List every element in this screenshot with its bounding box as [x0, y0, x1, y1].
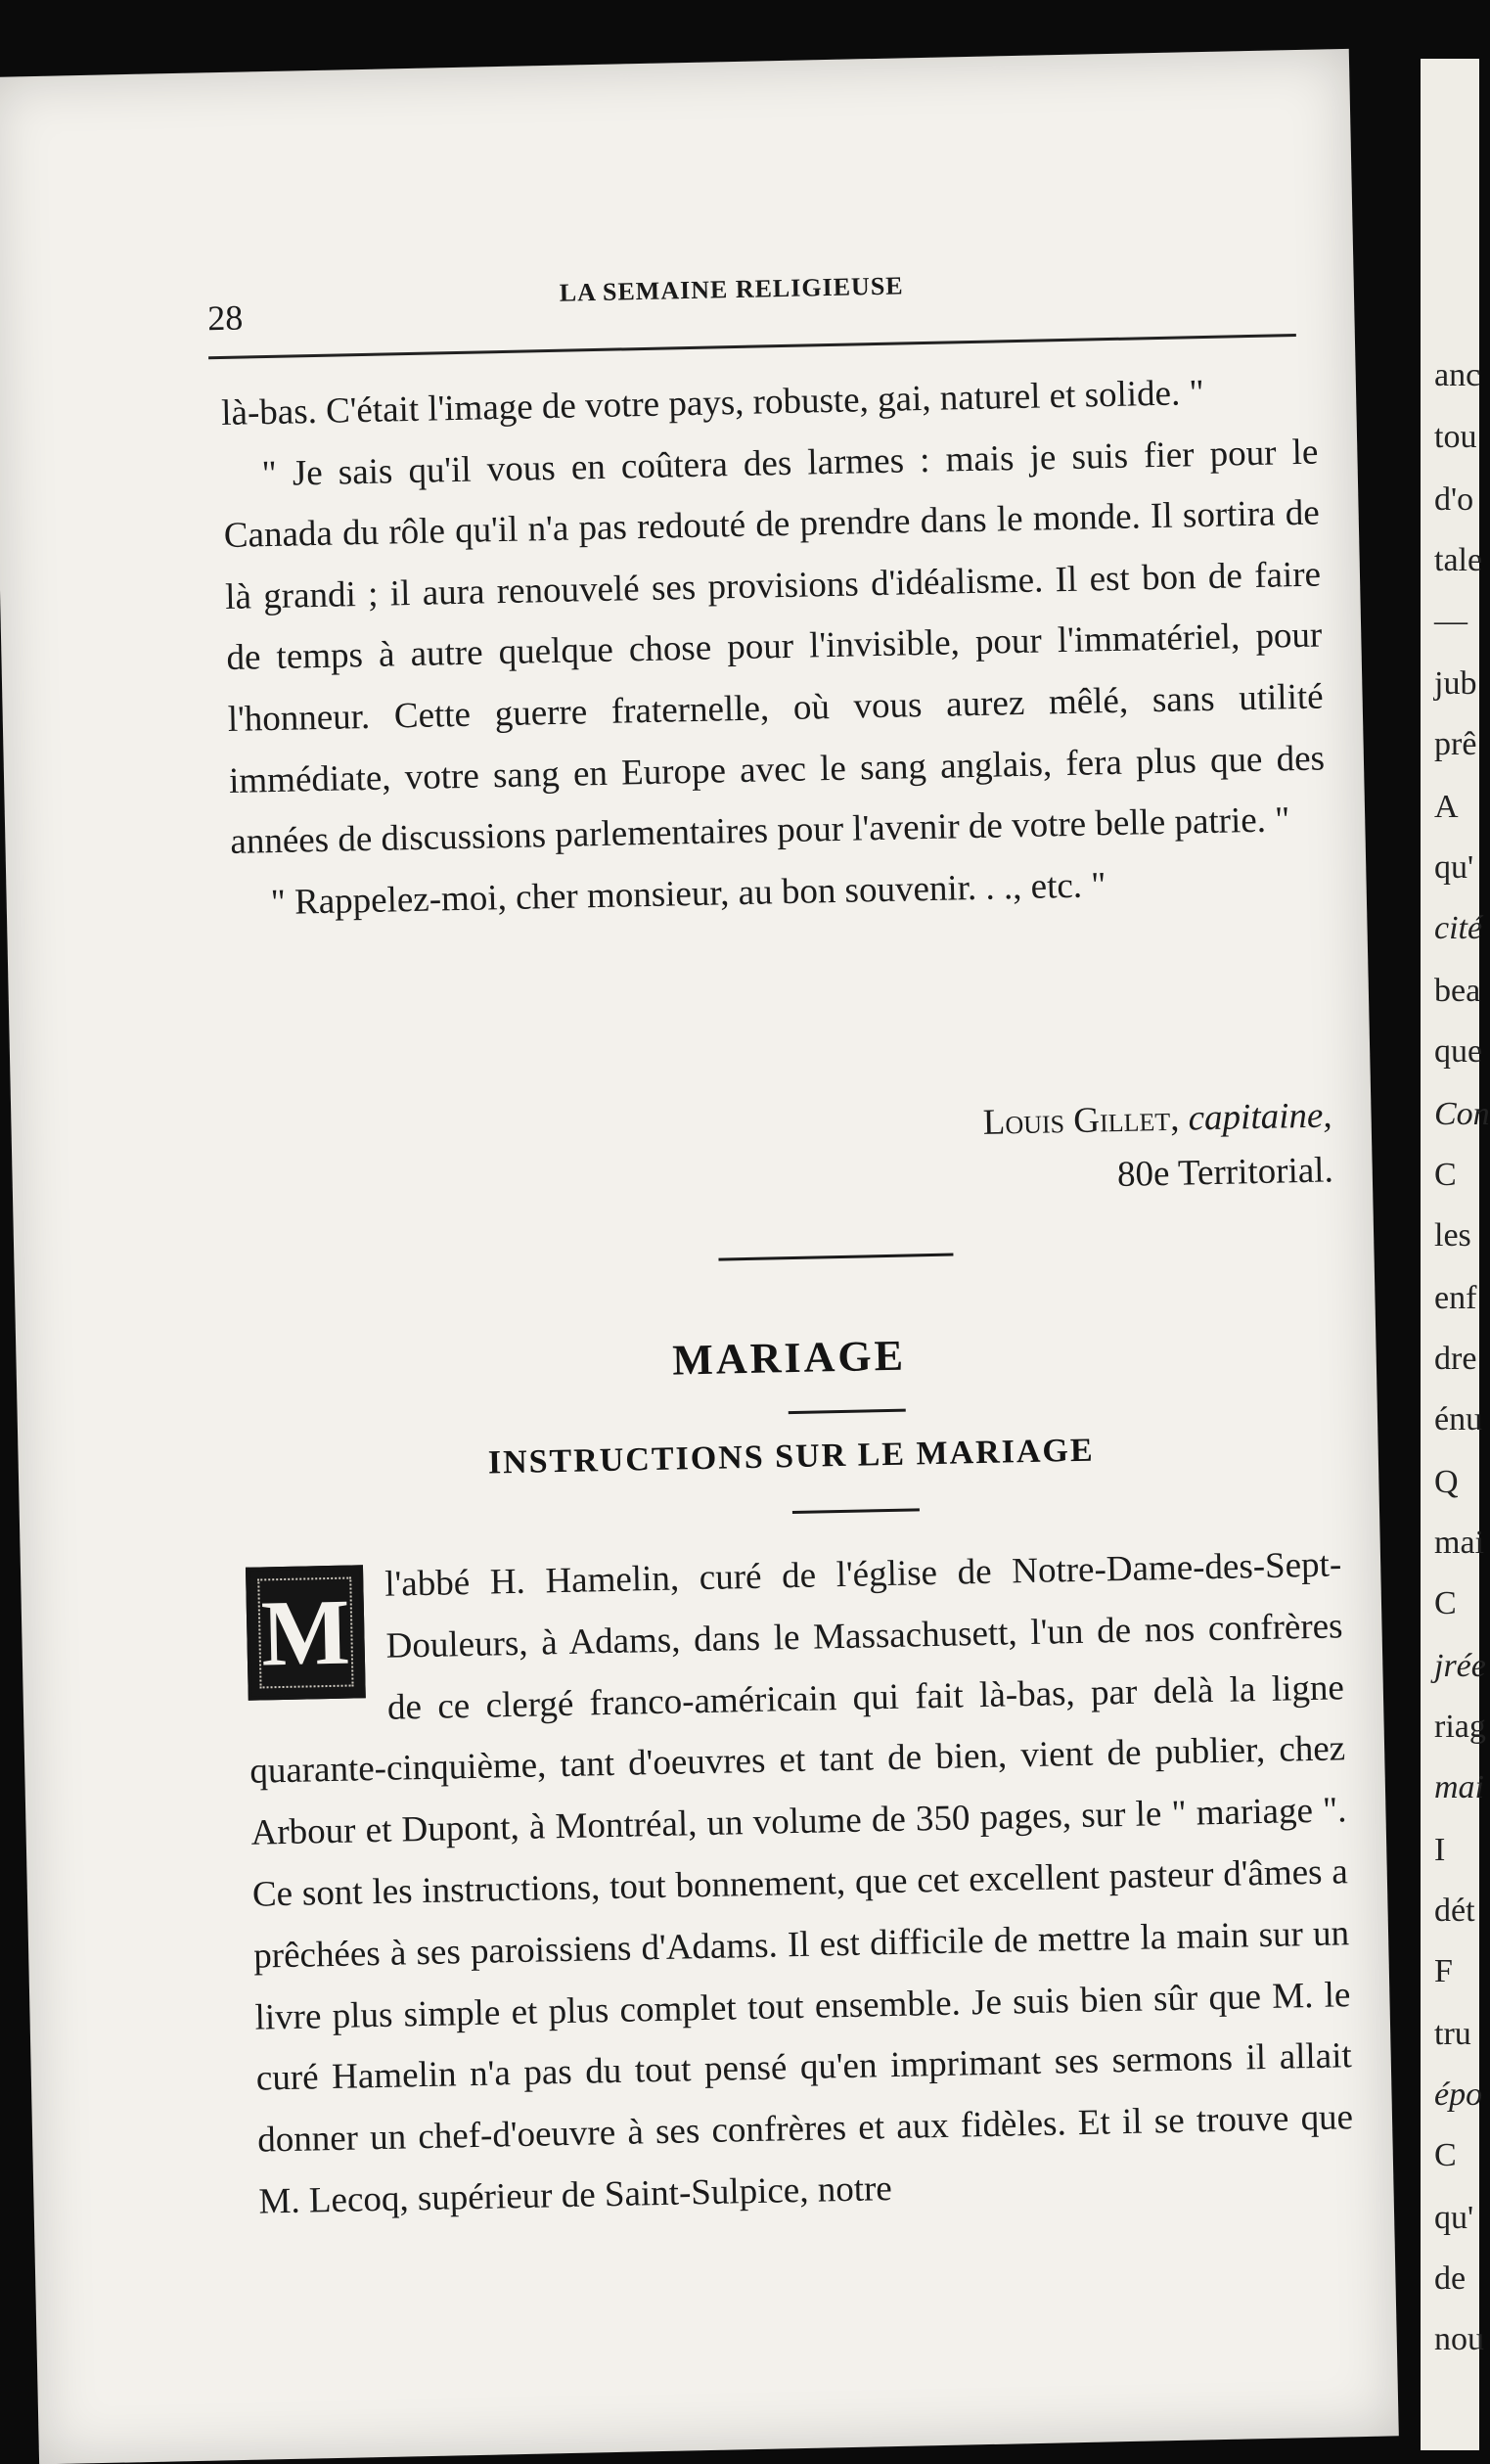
- adjacent-fragment: mai: [1434, 1769, 1484, 1805]
- adjacent-fragment: que: [1434, 1033, 1483, 1070]
- adjacent-fragment: dét: [1434, 1893, 1475, 1929]
- adjacent-fragment: C: [1434, 1585, 1457, 1621]
- section-subheading: INSTRUCTIONS SUR LE MARIAGE: [487, 1432, 1095, 1482]
- page-number: 28: [206, 297, 244, 339]
- adjacent-fragment: bea: [1434, 973, 1481, 1009]
- adjacent-fragment: —: [1434, 603, 1467, 639]
- running-head: [206, 255, 1295, 337]
- adjacent-fragment: énu: [1434, 1401, 1483, 1437]
- signature: [236, 1088, 1333, 1220]
- signature-unit: 80e Territorial.: [1116, 1150, 1334, 1196]
- header-rule: [208, 334, 1296, 359]
- section-body: [246, 1534, 1355, 2233]
- adjacent-fragment: d'o: [1434, 481, 1474, 518]
- adjacent-fragment: I: [1434, 1832, 1446, 1868]
- adjacent-fragment: prê: [1434, 726, 1477, 762]
- signature-name: Louis Gillet,: [982, 1098, 1180, 1143]
- signature-title: capitaine,: [1188, 1095, 1332, 1139]
- document-page: [0, 49, 1399, 2464]
- adjacent-fragment: de: [1434, 2260, 1467, 2297]
- letter-paragraph: " Je sais qu'il vous en coûtera des larmes : mais je suis fier pour le Canada du rôle qu'il n'a pas redouté de prendre dans le monde. Il sortira de là grandi ; il aura renouvelé ses provisions d'idéalisme. Il est bon de faire de temps à autre quelque chose pour l'invisible, pour l'immatériel, pour l'honneur. Cette guerre fraternelle, où vous aurez mêlé, sans utilité immédiate, votre sang en Europe avec le sang anglais, fera plus que des années de discussions parlementaires pour l'avenir de votre belle patrie. ": [223, 432, 1326, 863]
- adjacent-fragment: cité: [1434, 910, 1483, 946]
- adjacent-fragment: Con: [1434, 1096, 1490, 1132]
- adjacent-fragment: tru: [1434, 2016, 1471, 2052]
- adjacent-fragment: enf: [1434, 1280, 1477, 1316]
- section-paragraph: l'abbé H. Hamelin, curé de l'église de Notre-Dame-des-Sept-Douleurs, à Adams, dans le Massachusett, l'un de nos confrères de ce clergé franco-américain qui fait là-bas, par delà la ligne quarante-cinquième, tant d'oeuvres et tant de bien, vient de publier, chez Arbour et Dupont, à Montréal, un volume de 350 pages, sur le " mariage ". Ce sont les instructions, tout bonnement, que cet excellent pasteur d'âmes a prêchées à ses paroissiens d'Adams. Il est difficile de mettre la main sur un livre plus simple et plus complet tout ensemble. Je suis bien sûr que M. le curé Hamelin n'a pas du tout pensé qu'en imprimant ses sermons il allait donner un chef-d'oeuvre à ses confrères et aux fidèles. Et il se trouve que M. Lecoq, supérieur de Saint-Sulpice, notre: [248, 1544, 1354, 2222]
- adjacent-fragment: jrée: [1434, 1648, 1486, 1684]
- adjacent-fragment: anc: [1434, 357, 1481, 393]
- adjacent-fragment: Q: [1434, 1464, 1459, 1500]
- adjacent-fragment: C: [1434, 1157, 1457, 1193]
- running-title: LA SEMAINE RELIGIEUSE: [559, 271, 904, 307]
- adjacent-fragment: tou: [1434, 419, 1477, 455]
- adjacent-fragment: A: [1434, 789, 1459, 825]
- section-divider: [718, 1254, 953, 1261]
- adjacent-fragment: les: [1434, 1217, 1471, 1254]
- adjacent-fragment: qu': [1434, 2200, 1474, 2236]
- adjacent-fragment: jub: [1434, 665, 1477, 702]
- dropcap-ornament: [246, 1565, 366, 1700]
- letter-paragraph: là-bas. C'était l'image de votre pays, robuste, gai, naturel et solide. ": [220, 372, 1205, 434]
- adjacent-fragment: nou: [1434, 2321, 1484, 2357]
- letter-body: [221, 361, 1329, 935]
- letter-paragraph: " Rappelez-moi, cher monsieur, au bon souvenir. . ., etc. ": [270, 864, 1106, 923]
- adjacent-fragment: dre: [1434, 1341, 1477, 1377]
- adjacent-fragment: C: [1434, 2137, 1457, 2173]
- adjacent-fragment: mai: [1434, 1525, 1484, 1561]
- adjacent-fragment: F: [1434, 1953, 1453, 1989]
- adjacent-fragment: épo: [1434, 2076, 1483, 2113]
- adjacent-page-edge: [1421, 59, 1490, 2450]
- section-heading: MARIAGE: [671, 1331, 907, 1385]
- adjacent-fragment: riag: [1434, 1709, 1486, 1745]
- subheading-rule: [792, 1508, 920, 1514]
- adjacent-fragment: tale: [1434, 542, 1483, 578]
- dropcap-letter: M: [257, 1577, 353, 1689]
- adjacent-fragment: qu': [1434, 849, 1474, 886]
- heading-rule: [789, 1409, 906, 1415]
